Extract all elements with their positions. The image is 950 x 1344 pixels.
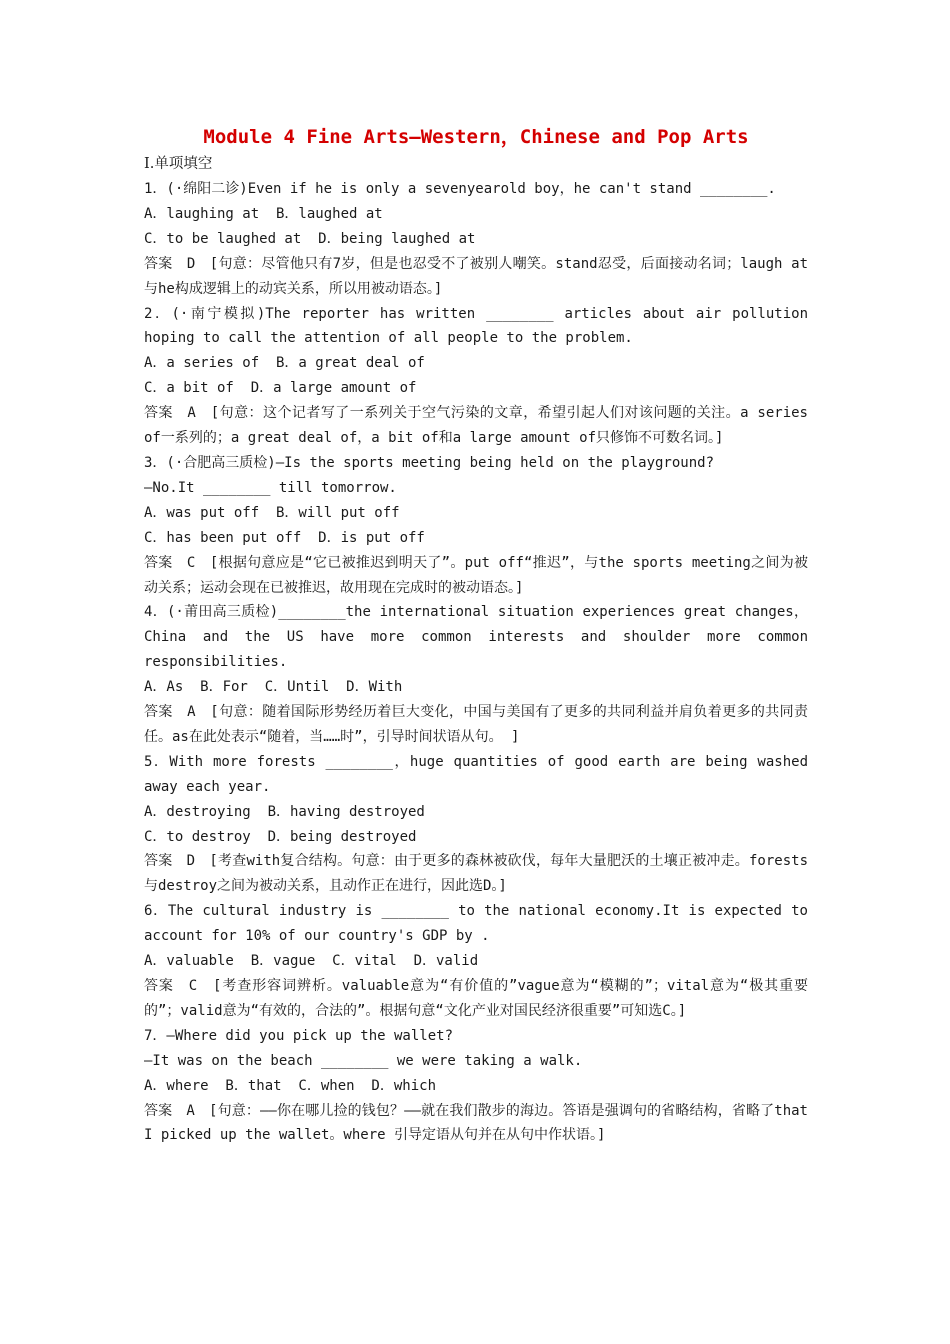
- question-stem: 5．With more forests ________，huge quantities of good earth are being washed away each year.: [144, 753, 817, 795]
- question-stem: 6．The cultural industry is ________ to the national economy.It is expected to account for 10% of our country's GDP by .: [144, 903, 817, 945]
- question-3: [144, 451, 808, 600]
- document-page: [144, 122, 817, 1148]
- question-stem: 2．(·南宁模拟)The reporter has written ________ articles about air pollution hoping to call the attention of all people to the problem.: [144, 305, 817, 347]
- question-6: [144, 899, 817, 1024]
- option-line: A．valuable B．vague C．vital D．valid: [144, 953, 479, 970]
- question-stem: 3．(·合肥高三质检)—Is the sports meeting being held on the playground?: [144, 454, 715, 471]
- answer-explanation: 答案 C [根据句意应是“它已被推迟到明天了”。put off“推迟”，与the sports meeting之间为被动关系；运动会现在已被推迟，故用现在完成时的被动语态。]: [144, 554, 808, 596]
- option-line: A．laughing at B．laughed at: [144, 205, 383, 222]
- question-5: [144, 750, 817, 899]
- question-1: [144, 177, 808, 302]
- option-line: C．to be laughed at D．being laughed at: [144, 230, 476, 247]
- answer-explanation: 答案 D [考查with复合结构。句意：由于更多的森林被砍伐，每年大量肥沃的土壤正被冲走。forests与destroy之间为被动关系，且动作正在进行，因此选D。]: [144, 853, 808, 895]
- option-line: C．a bit of D．a large amount of: [144, 380, 417, 397]
- option-line: C．to destroy D．being destroyed: [144, 828, 417, 845]
- answer-explanation: 答案 C [考查形容词辨析。valuable意为“有价值的”vague意为“模糊的”；vital意为“极其重要的”；valid意为“有效的，合法的”。根据句意“文化产业对国民经济很重要”可知选C。]: [144, 978, 808, 1019]
- question-7: [144, 1024, 817, 1149]
- answer-explanation: 答案 A [句意：——你在哪儿捡的钱包？——就在我们散步的海边。答语是强调句的省略结构，省略了that I picked up the wallet。where 引导定语从句并在从句中作状语。]: [144, 1102, 817, 1144]
- question-stem: 7．—Where did you pick up the wallet?: [144, 1027, 454, 1044]
- option-line: A．As B．For C．Until D．With: [144, 679, 403, 696]
- module-title: Module 4 Fine Arts—Western，Chinese and Pop Arts: [203, 126, 749, 148]
- question-2: [144, 302, 817, 451]
- option-line: C．has been put off D．is put off: [144, 529, 425, 546]
- question-4: [144, 600, 817, 749]
- option-line: A．a series of B．a great deal of: [144, 355, 425, 372]
- answer-explanation: 答案 A [句意：随着国际形势经历着巨大变化，中国与美国有了更多的共同利益并肩负着更多的共同责任。as在此处表示“随着，当……时”，引导时间状语从句。 ]: [144, 704, 808, 745]
- answer-explanation: 答案 A [句意：这个记者写了一系列关于空气污染的文章，希望引起人们对该问题的关注。a series of一系列的；a great deal of，a bit of和a large amount of只修饰不可数名词。]: [144, 405, 817, 447]
- section-heading: Ⅰ.单项填空: [144, 156, 213, 172]
- option-line: A．where B．that C．when D．which: [144, 1077, 437, 1094]
- option-line: A．was put off B．will put off: [144, 504, 400, 521]
- question-stem: 4．(·莆田高三质检)________the international situation experiences great changes，China and the US have more common interests and shoulder more common responsibilities.: [144, 604, 817, 671]
- option-line: A．destroying B．having destroyed: [144, 803, 425, 820]
- answer-explanation: 答案 D [句意：尽管他只有7岁，但是也忍受不了被别人嘲笑。stand忍受，后面接动名词；laugh at与he构成逻辑上的动宾关系，所以用被动语态。]: [144, 255, 808, 297]
- question-stem-reply: —It was on the beach ________ we were taking a walk.: [144, 1052, 583, 1069]
- question-stem: 1．(·绵阳二诊)Even if he is only a sevenyearold boy，he can't stand ________.: [144, 181, 776, 197]
- question-stem-reply: —No.It ________ till tomorrow.: [144, 479, 397, 496]
